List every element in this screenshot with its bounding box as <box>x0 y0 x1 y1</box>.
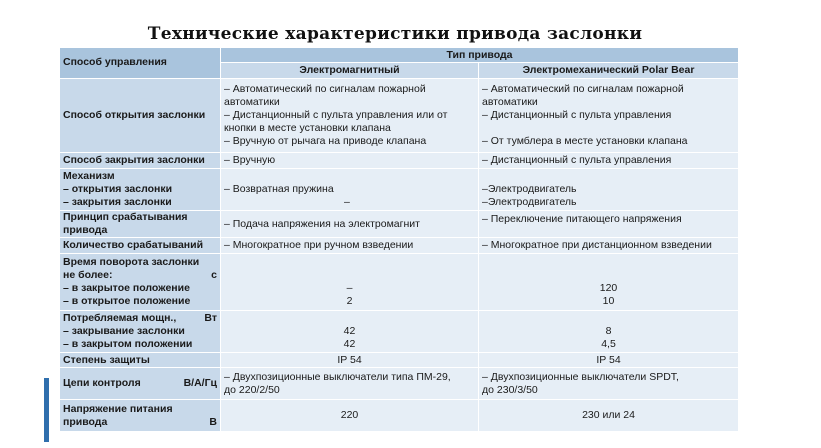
row-label-rotation: Время поворота заслонки не более: с – в закрытое положение – в открытое положение <box>60 253 221 310</box>
control-em: – Двухпозиционные выключатели типа ПМ-29, до 220/2/50 <box>221 368 479 400</box>
header-drive-type: Тип привода <box>221 48 739 63</box>
row-label-protection: Степень защиты <box>60 353 221 368</box>
row-label-control: Цепи контроля В/А/Гц <box>60 368 221 400</box>
page-title: Технические характеристики привода заслонки <box>147 24 643 44</box>
row-label-power: Потребляемая мощн., Вт – закрывание заслонки – в закрытом положении <box>60 311 221 353</box>
closing-em: – Вручную <box>221 153 479 168</box>
mechanism-em: – Возвратная пружина – <box>221 168 479 210</box>
unit-seconds: с <box>211 268 217 281</box>
principle-emech: – Переключение питающего напряжения <box>479 210 739 238</box>
header-col-electromagnetic: Электромагнитный <box>221 63 479 78</box>
row-label-mechanism: Механизм – открытия заслонки – закрытия заслонки <box>60 168 221 210</box>
accent-bar <box>44 378 49 442</box>
unit-control: В/А/Гц <box>183 377 217 390</box>
power-em: 42 42 <box>221 311 479 353</box>
rotation-em: – 2 <box>221 253 479 310</box>
opening-emech: – Автоматический по сигналам пожарной автоматики – Дистанционный с пульта управления – От тумблера в месте установки клапана <box>479 78 739 153</box>
mechanism-emech: –Электродвигатель –Электродвигатель <box>479 168 739 210</box>
count-em: – Многократное при ручном взведении <box>221 238 479 253</box>
row-label-voltage: Напряжение питания привода В <box>60 400 221 432</box>
count-emech: – Многократное при дистанционном взведении <box>479 238 739 253</box>
opening-em: – Автоматический по сигналам пожарной автоматики – Дистанционный с пульта управления или от кнопки в месте установки клапана – Вручную от рычага на приводе клапана <box>221 78 479 153</box>
row-label-closing: Способ закрытия заслонки <box>60 153 221 168</box>
rotation-emech: 120 10 <box>479 253 739 310</box>
voltage-emech: 230 или 24 <box>479 400 739 432</box>
closing-emech: – Дистанционный с пульта управления <box>479 153 739 168</box>
protection-em: IP 54 <box>221 353 479 368</box>
protection-emech: IP 54 <box>479 353 739 368</box>
control-emech: – Двухпозиционные выключатели SPDT, до 230/3/50 <box>479 368 739 400</box>
row-label-opening: Способ открытия заслонки <box>60 78 221 153</box>
header-col-electromechanical: Электромеханический Polar Bear <box>479 63 739 78</box>
header-control-method: Способ управления <box>60 48 221 79</box>
power-emech: 8 4,5 <box>479 311 739 353</box>
principle-em: – Подача напряжения на электромагнит <box>221 210 479 238</box>
row-label-count: Количество срабатываний <box>60 238 221 253</box>
unit-volts: В <box>209 415 217 428</box>
voltage-em: 220 <box>221 400 479 432</box>
row-label-principle: Принцип срабатывания привода <box>60 210 221 238</box>
spec-table <box>59 47 739 432</box>
unit-watts: Вт <box>204 312 217 325</box>
